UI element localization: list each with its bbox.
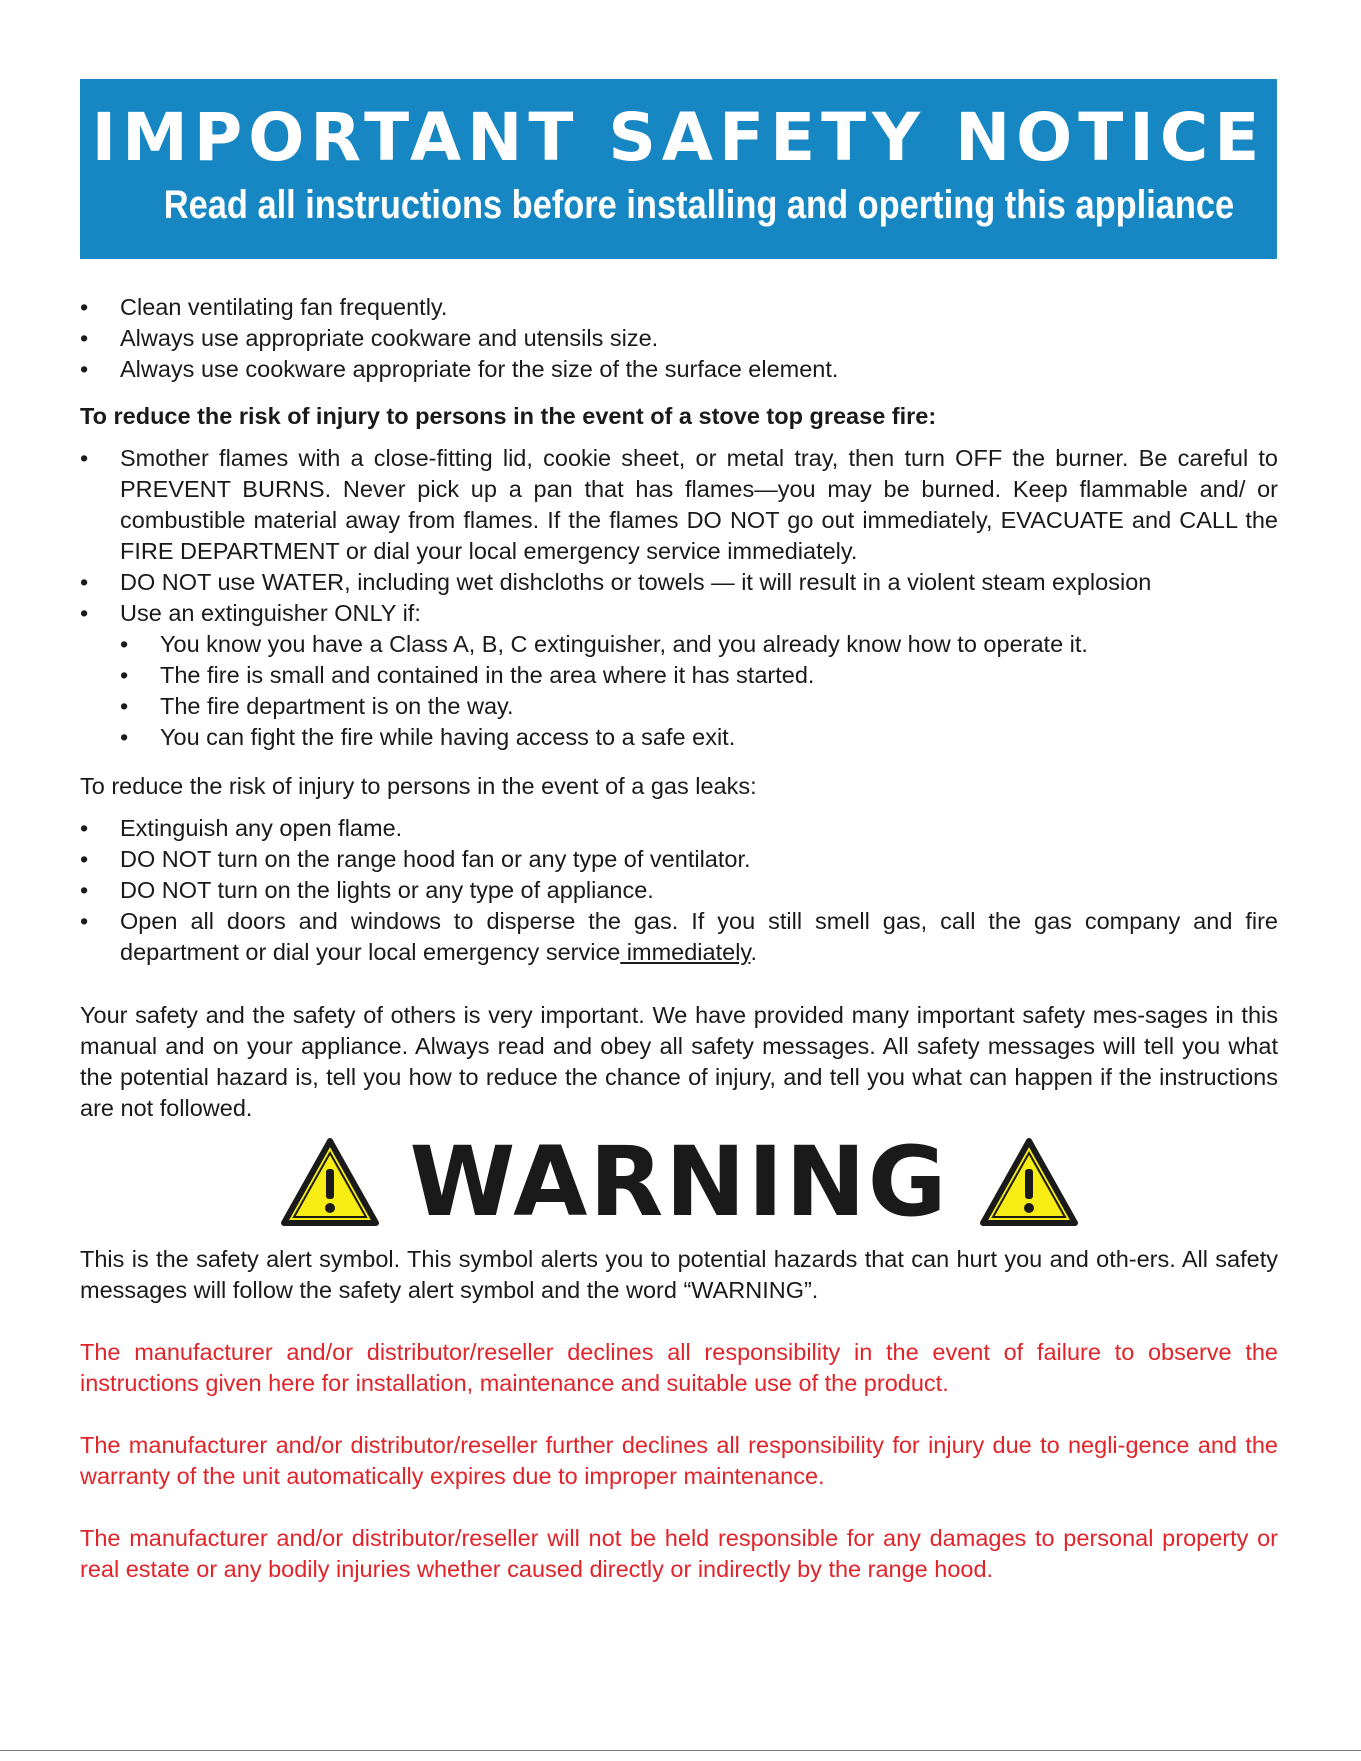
list-item: • Always use appropriate cookware and utensils size. <box>80 323 1278 354</box>
warning-header <box>80 1126 1278 1238</box>
warning-description: This is the safety alert symbol. This symbol alerts you to potential hazards that can hurt you and oth-ers. All safety messages will follow the safety alert symbol and the word “WARNING”. <box>80 1246 1278 1303</box>
warning-triangle-icon <box>979 1137 1079 1227</box>
grease-fire-heading: To reduce the risk of injury to persons in the event of a stove top grease fire: <box>80 403 937 429</box>
disclaimer-failure-to-observe: The manufacturer and/or distributor/reseller declines all responsibility in the event of failure to observe the instructions given here for installation, maintenance and suitable use of the product. <box>80 1339 1278 1396</box>
disclaimer-damages: The manufacturer and/or distributor/reseller will not be held responsible for any damages to personal property or real estate or any bodily injuries whether caused directly or indirectly by the range hood. <box>80 1525 1278 1582</box>
list-item: • Smother flames with a close-fitting lid, cookie sheet, or metal tray, then turn OFF the burner. Be careful to PREVENT BURNS. Never pick up a pan that has flames—you may be burned. Keep flammable and/ or combustible material away from flames. If the flames DO NOT go out immediately, EVACUATE and CALL the FIRE DEPARTMENT or dial your local emergency service immediately. <box>80 443 1278 567</box>
list-item: • Use an extinguisher ONLY if: <box>80 598 1278 629</box>
list-item: • Extinguish any open flame. <box>80 813 1278 844</box>
gas-leak-heading: To reduce the risk of injury to persons in the event of a gas leaks: <box>80 773 757 799</box>
list-item: • The fire is small and contained in the area where it has started. <box>80 660 1278 691</box>
warning-word: WARNING <box>409 1126 949 1238</box>
list-item-end: . <box>750 939 757 965</box>
underlined-word: immediately <box>620 939 751 965</box>
list-item: • Clean ventilating fan frequently. <box>80 292 1278 323</box>
list-item: • You can fight the fire while having access to a safe exit. <box>80 722 1278 753</box>
banner-subtitle: Read all instructions before installing and operting this appliance <box>163 183 1235 227</box>
list-item: • Always use cookware appropriate for the size of the surface element. <box>80 354 1278 385</box>
extinguisher-conditions-list <box>80 629 1278 753</box>
banner-title: IMPORTANT SAFETY NOTICE <box>91 99 1266 176</box>
notice-content <box>80 292 1278 1585</box>
page-bottom-rule <box>0 1750 1361 1751</box>
list-item: • You know you have a Class A, B, C extinguisher, and you already know how to operate it. <box>80 629 1278 660</box>
gas-leak-list <box>80 813 1278 968</box>
list-item: • DO NOT use WATER, including wet dishcloths or towels — it will result in a violent steam explosion <box>80 567 1278 598</box>
list-item <box>80 906 1278 968</box>
warning-triangle-icon <box>280 1137 380 1227</box>
list-item: • The fire department is on the way. <box>80 691 1278 722</box>
safety-banner <box>80 79 1277 259</box>
list-item: • DO NOT turn on the range hood fan or any type of ventilator. <box>80 844 1278 875</box>
disclaimer-negligence: The manufacturer and/or distributor/reseller further declines all responsibility for injury due to negli-gence and the warranty of the unit automatically expires due to improper maintenance. <box>80 1432 1278 1489</box>
list-item: • DO NOT turn on the lights or any type of appliance. <box>80 875 1278 906</box>
safety-paragraph: Your safety and the safety of others is very important. We have provided many important safety mes-sages in this manual and on your appliance. Always read and obey all safety messages. All safety messages will tell you what the potential hazard is, tell you how to reduce the chance of injury, and tell you what can happen if the instructions are not followed. <box>80 1002 1278 1121</box>
list-item-text: Open all doors and windows to disperse the gas. If you still smell gas, call the gas company and fire department or dial your local emergency service <box>120 908 1278 965</box>
grease-fire-list <box>80 443 1278 629</box>
general-list <box>80 292 1278 385</box>
